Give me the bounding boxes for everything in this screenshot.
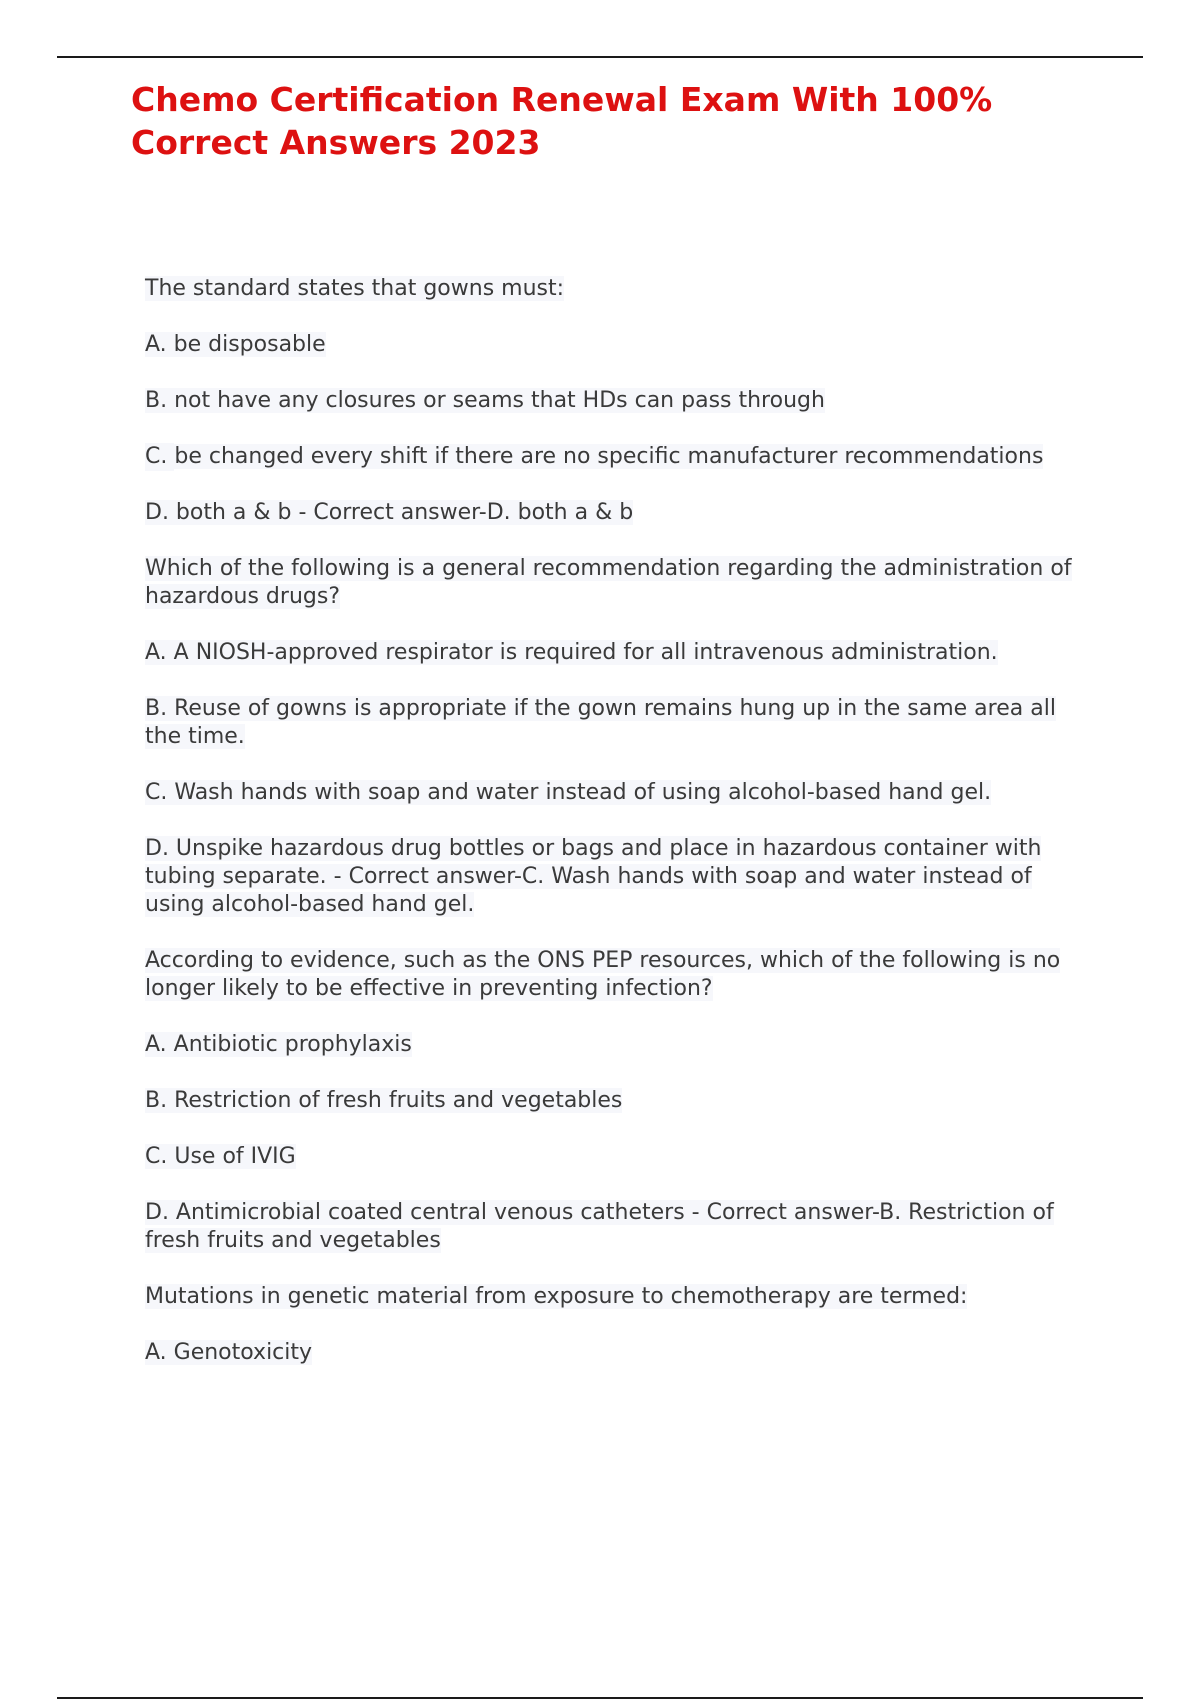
answer-option	[145, 1199, 1095, 1255]
answer-option-text: C. Wash hands with soap and water instead of using alcohol-based hand gel.	[145, 780, 992, 805]
question-stem-text: According to evidence, such as the ONS PEP resources, which of the following is no longer likely to be effective in preventing infection?	[145, 948, 1061, 1001]
answer-option-text: D. Antimicrobial coated central venous catheters - Correct answer-B. Restriction of fresh fruits and vegetables	[145, 1200, 1054, 1253]
question-stem	[145, 947, 1095, 1003]
question-stem-text: The standard states that gowns must:	[145, 276, 565, 301]
question-stem-text: Which of the following is a general recommendation regarding the administration of hazardous drugs?	[145, 556, 1072, 609]
bottom-rule	[57, 1697, 1143, 1699]
answer-option-text	[174, 443, 1095, 471]
answer-option-text: B. Restriction of fresh fruits and vegetables	[145, 1088, 623, 1113]
answer-option-text: A. A NIOSH-approved respirator is required for all intravenous administration.	[145, 640, 998, 665]
answer-option-text: A. be disposable	[145, 332, 326, 357]
answer-option	[145, 331, 1095, 359]
answer-option	[145, 499, 1095, 527]
answer-option	[145, 695, 1095, 751]
answer-option-text-inner: be changed every shift if there are no specific manufacturer recommendations	[174, 444, 1044, 469]
answer-option	[145, 1031, 1095, 1059]
answer-option-text: A. Antibiotic prophylaxis	[145, 1032, 412, 1057]
answer-option-text: C. Use of IVIG	[145, 1144, 296, 1169]
answer-option	[145, 779, 1095, 807]
answer-option-text: A. Genotoxicity	[145, 1340, 313, 1365]
answer-option	[145, 443, 1095, 471]
answer-option-text: B. Reuse of gowns is appropriate if the gown remains hung up in the same area all the time.	[145, 696, 1056, 749]
document-body	[145, 275, 1095, 1395]
question-stem-text: Mutations in genetic material from exposure to chemotherapy are termed:	[145, 1284, 968, 1309]
answer-option	[145, 387, 1095, 415]
question-stem	[145, 555, 1095, 611]
answer-option	[145, 1087, 1095, 1115]
document-title: Chemo Certification Renewal Exam With 100% Correct Answers 2023	[131, 80, 993, 162]
question-stem	[145, 1283, 1095, 1311]
answer-option	[145, 1339, 1095, 1367]
answer-option	[145, 1143, 1095, 1171]
answer-option-text: B. not have any closures or seams that HDs can pass through	[145, 388, 825, 413]
answer-option-text: D. both a & b - Correct answer-D. both a & b	[145, 500, 634, 525]
answer-option-letter: C.	[145, 444, 175, 469]
top-rule	[57, 56, 1143, 58]
answer-option	[145, 835, 1095, 919]
answer-option-text: D. Unspike hazardous drug bottles or bags and place in hazardous container with tubing separate. - Correct answer-C. Wash hands with soap and water instead of using alcohol-based hand gel.	[145, 836, 1042, 917]
question-stem	[145, 275, 1095, 303]
answer-option	[145, 639, 1095, 667]
